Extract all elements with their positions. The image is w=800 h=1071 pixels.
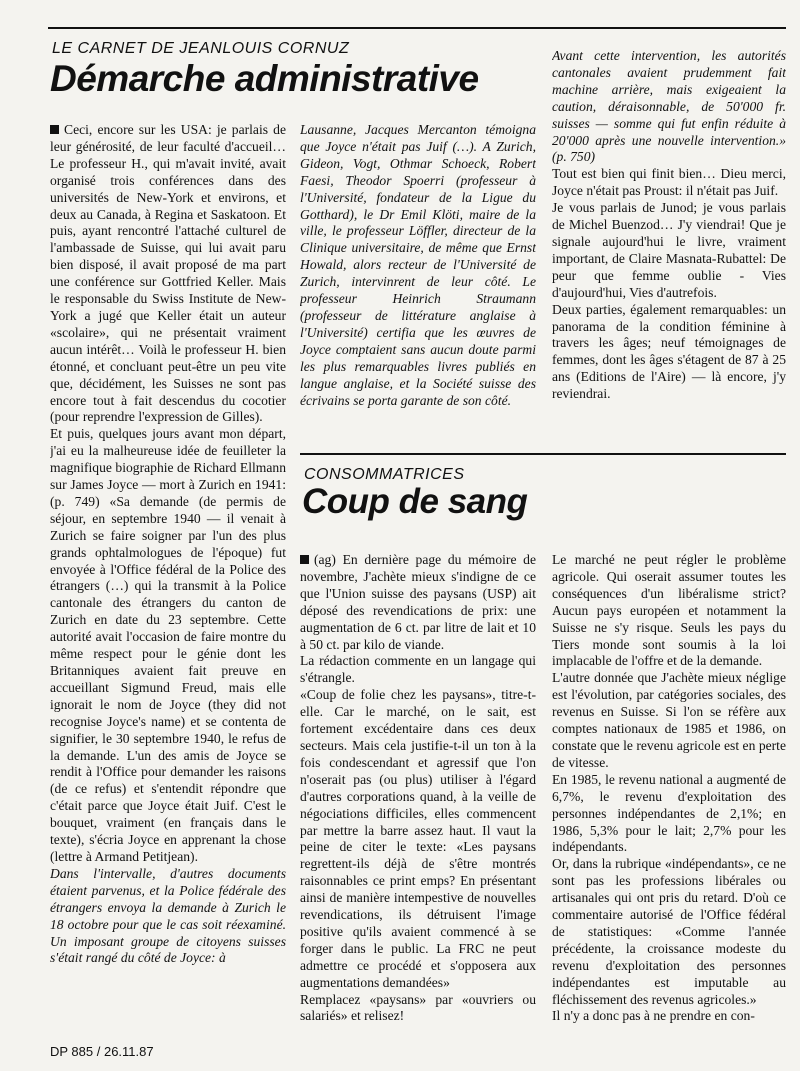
article1-col3-paragraph: Avant cette intervention, les autorités cantonales avaient prudemment fait machine arrière, mais exigeaient la caution, déraisonnable, de 50'000 fr. suisses — somme qui fut enfin réduite à 20'000 après une nouvelle intervention.» (p. 750) — [552, 48, 786, 165]
article2-rule — [300, 453, 786, 455]
article1-col3-paragraph: Tout est bien qui finit bien… Dieu merci, Joyce n'était pas Proust: il n'était pas Juif. — [552, 166, 786, 199]
article2-col1-paragraph: La rédaction commente en un langage qui s'étrangle. — [300, 653, 536, 686]
article1-col3-paragraph: Je vous parlais de Junod; je vous parlais de Michel Buenzod… J'y viendrai! Que je signale aujourd'hui le livre, vraiment important, de Claire Masnata-Rubattel: De peur que femme oublie - Vies d'aujourd'hui, Vies d'autrefois. — [552, 200, 786, 300]
article2-kicker: CONSOMMATRICES — [304, 466, 465, 483]
article2-title: Coup de sang — [302, 482, 528, 521]
article2-column-1 — [300, 552, 536, 1024]
article1-column-3 — [552, 48, 786, 468]
article2-col2-paragraph: L'autre donnée que J'achète mieux néglige est l'évolution, par catégories sociales, des revenus en Suisse. Si l'on se réfère aux comptes nationaux de 1985 et 1986, on constate que le revenu agricole est en perte de vitesse. — [552, 670, 786, 770]
paragraph-bullet-icon — [300, 555, 309, 564]
article1-title: Démarche administrative — [50, 58, 479, 99]
article2-col2-paragraph: Il n'y a donc pas à ne prendre en con- — [552, 1008, 755, 1024]
article2-col1-paragraph: «Coup de folie chez les paysans», titre-t-elle. Car le marché, on le sait, est fortement excédentaire dans ces deux secteurs. Mais cela justifie-t-il un ton à la fois condescendant et agressif que l'on n'oserait pas (ou plus) utiliser à l'égard d'autres corporations quand, à la veille de négociations difficiles, elles commencent par mettre la barre assez haut. Il vaut la peine de citer le texte: «Les paysans regrettent-ils déjà de s'être montrés raisonnables ce print emps? En présentant ainsi de manière intempestive de nouvelles revendications, ils détruisent l'image positive qu'ils avaient commencé à se forger dans le public. La FRC ne peut admettre ce procédé et s'opposera aux augmentations demandées» — [300, 687, 536, 990]
article2-col1-paragraph: Remplacez «paysans» par «ouvriers ou salariés» et relisez! — [300, 991, 536, 1024]
article1-col1-paragraph: Dans l'intervalle, d'autres documents étaient parvenus, et la Police fédérale des étrangers envoya la demande à Zurich le 18 octobre pour que le cas soit réexaminé. Un imposant groupe de citoyens suisses s'était rangé du côté de Joyce: à — [50, 865, 286, 966]
article2-col1-paragraph: (ag) En dernière page du mémoire de novembre, J'achète mieux s'indigne de ce que l'Union suisse des paysans (USP) ait déposé des revendications de prix: une augmentation de 6 ct. par litre de lait et 10 à 50 ct. par kilo de viande. — [300, 552, 536, 652]
article1-col3-paragraph: Deux parties, également remarquables: un panorama de la condition féminine à travers les âges; neuf témoignages de femmes, dont les âges s'étagent de 87 à 25 ans (Editions de l'Aire) — là encore, j'y reviendrai. — [552, 301, 786, 402]
issue-date-footer: DP 885 / 26.11.87 — [50, 1044, 154, 1059]
article2-col2-paragraph: Or, dans la rubrique «indépendants», ce ne sont pas les professions libérales ou artisanales qui ont pris du retard. D'où ce commentaire autorisé de l'Office fédéral de statistiques: «Comme l'année précédente, la croissance modeste du revenu d'exploitation des personnes indépendantes est imputable au fléchissement des revenus agricoles.» — [552, 856, 786, 1007]
article1-col1-paragraph: Et puis, quelques jours avant mon départ, j'ai eu la malheureuse idée de feuilleter la magnifique biographie de Richard Ellmann sur James Joyce — mort à Zurich en 1941: (p. 749) «Sa demande (de permis de séjour, en septembre 1940 — il venait à Zurich se faire soigner par l'un des plus grands ophtalmologues de l'époque) fut envoyée à l'Office fédéral de la Police des étrangers (…) qui la transmit à la Police cantonale des étrangers du canton de Zurich en date du 23 septembre. Cette autorité avait l'occasion de faire montre du même respect pour le génie dont les Britanniques avaient fait preuve en accueillant Sigmund Freud, mais elle ignorait le nom de Joyce (they did not recognise Joyce's name) et se contenta de signifier, le 30 septembre 1940, le refus de la demande. L'un des amis de Joyce se rendit à l'Office pour demander les raisons (de ce refus) et s'entendit répondre que c'était parce que Joyce était Juif. C'est le bouquet, vraiment (en français dans le texte), s'écria Joyce en apprenant la chose (lettre à Armand Petitjean). — [50, 426, 286, 864]
article2-column-2 — [552, 552, 786, 1024]
article2-col2-paragraph: Le marché ne peut régler le problème agricole. Qui oserait assumer toutes les conséquences d'un libéralisme strict? Aucun pays européen et notamment la Suisse ne s'y risque. Seuls les pays du Tiers monde sont soumis à la loi implacable de l'offre et de la demande. — [552, 552, 786, 669]
top-rule — [48, 27, 786, 29]
article1-col1-paragraph: Ceci, encore sur les USA: je parlais de leur générosité, de leur faculté d'accueil… Le professeur H., qui m'avait invité, avait organisé trois conférences dans des universités de New-York et environs, et deux au Canada, à Regina et Saskatoon. Et puis, ayant rencontré l'attaché culturel de l'ambassade de Suisse, qui lui avait paru bien disposé, il avait proposé de ma part une conférence sur Gottfried Keller. Mais le responsable du Swiss Institute de New-York a jugé que Keller était un auteur «scolaire», qui ne présentait vraiment aucun intérêt… Voilà le professeur H. bien étonné, et concluant peut-être un peu vite que, décidément, les Suisses ne sont pas encore tout à fait descendus du cocotier (pour reprendre l'expression de Gilles). — [50, 122, 286, 425]
article2-col2-paragraph: En 1985, le revenu national a augmenté de 6,7%, le revenu d'exploitation des personnes indépendantes de 2,1%; en 1986, 5,3% pour le lait; 2,7% pour les indépendants. — [552, 771, 786, 855]
article1-column-2 — [300, 122, 536, 497]
article1-kicker: LE CARNET DE JEANLOUIS CORNUZ — [52, 40, 350, 57]
article1-col2-paragraph: Lausanne, Jacques Mercanton témoigna que Joyce n'était pas Juif (…). A Zurich, Gideon, Vogt, Othmar Schoeck, Robert Faesi, Theodor Spoerri (professeur à l'Université, fondateur de la Ligue du Gotthard), le Dr Emil Klöti, maire de la ville, le professeur Löffler, directeur de la Clinique universitaire, de même que Ernst Howald, alors recteur de l'Université de Zurich, intervinrent de leur côté. Le professeur Heinrich Straumann (professeur de littérature anglaise à l'Université) certifia que les œuvres de Joyce comptaient sans aucun doute parmi les plus remarquables livres publiés en langue anglaise, et la Société suisse des écrivains se porta garante de son côté. — [300, 122, 536, 408]
article1-column-1 — [50, 122, 286, 1024]
paragraph-bullet-icon — [50, 125, 59, 134]
